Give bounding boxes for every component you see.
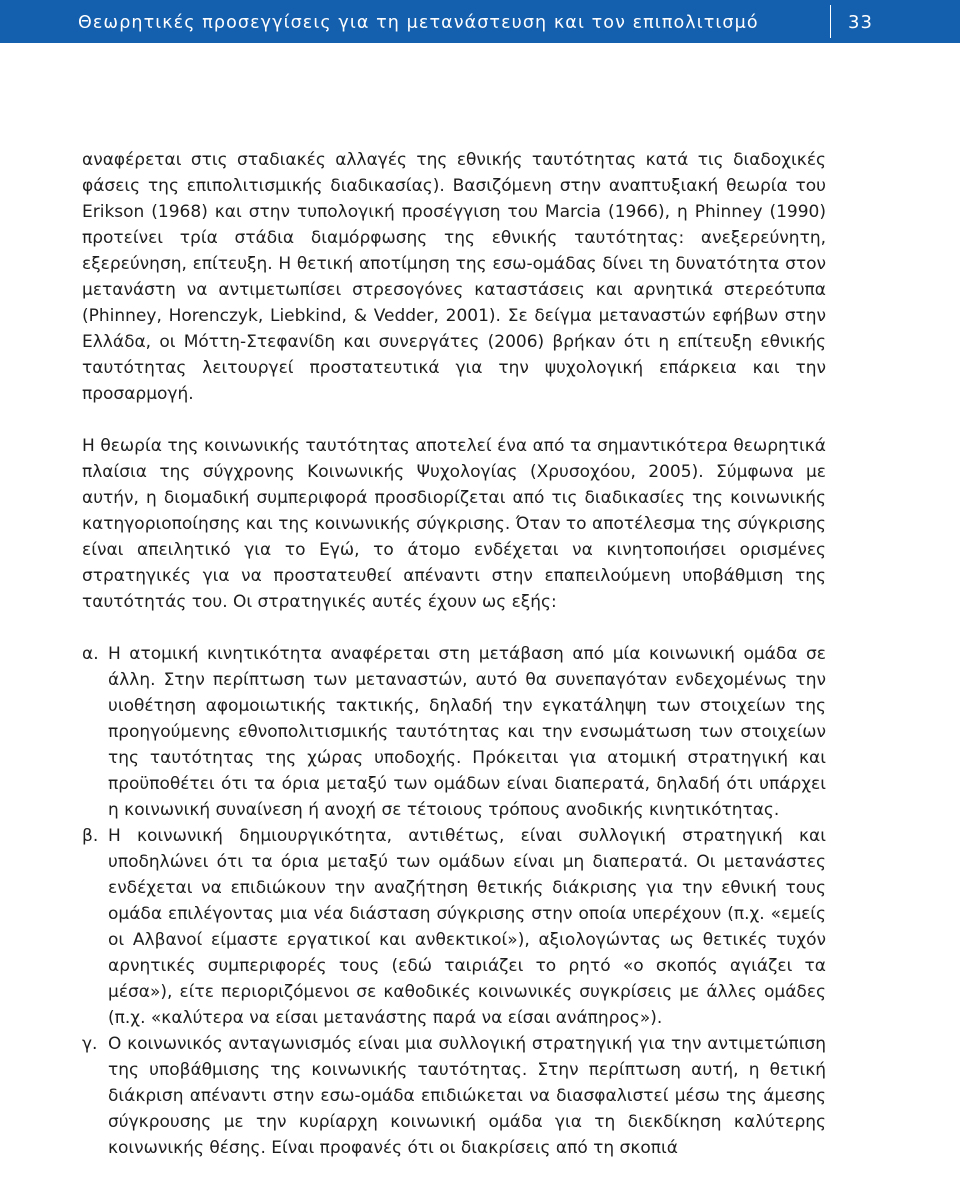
header-divider [830, 5, 831, 38]
body-paragraph-2: Η θεωρία της κοινωνικής ταυτότητας αποτελεί ένα από τα σημαντικότερα θεωρητικά πλαίσια της σύγχρονης Κοινωνικής Ψυχολογίας (Χρυσοχόου, 2005). Σύμφωνα με αυτήν, η διομαδική συμπεριφορά προσδιορίζεται από τις διαδικασίες της κοινωνικής κατηγοριοποίησης και της κοινωνικής σύγκρισης. Όταν το αποτέλεσμα της σύγκρισης είναι απειλητικό για το Εγώ, το άτομο ενδέχεται να κινητοποιήσει ορισμένες στρατηγικές για να προστατευθεί απέναντι στην επαπειλούμενη υποβάθμιση της ταυτότητάς του. Οι στρατηγικές αυτές έχουν ως εξής: [82, 436, 826, 612]
list-text-a: Η ατομική κινητικότητα αναφέρεται στη μετάβαση από μία κοινωνική ομάδα σε άλλη. Στην περίπτωση των μεταναστών, αυτό θα συνεπαγόταν ενδεχομένως την υιοθέτηση αφομοιωτικής τακτικής, δηλαδή την εγκατάληψη των στοιχείων της προηγούμενης εθνοπολιτισμικής ταυτότητας και την ενσωμάτωση των στοιχείων της ταυτότητας της χώρας υποδοχής. Πρόκειται για ατομική στρατηγική και προϋποθέτει ότι τα όρια μεταξύ των ομάδων είναι διαπερατά, δηλαδή ότι υπάρχει η κοινωνική συναίνεση ή ανοχή σε τέτοιους τρόπους ανοδικής κινητικότητας. [108, 644, 826, 820]
list-marker-a: α. [82, 644, 99, 664]
running-header [0, 0, 960, 43]
page-body [82, 147, 826, 1161]
running-header-title: Θεωρητικές προσεγγίσεις για τη μετανάστευση και τον επιπολιτισμό [78, 13, 759, 33]
strategy-list [82, 641, 826, 1161]
list-marker-c: γ. [82, 1034, 98, 1054]
list-text-b: Η κοινωνική δημιουργικότητα, αντιθέτως, είναι συλλογική στρατηγική και υποδηλώνει ότι τα όρια μεταξύ των ομάδων είναι μη διαπερατά. Οι μετανάστες ενδέχεται να επιδιώκουν την αναζήτηση θετικής διάκρισης για την εθνική τους ομάδα επιλέγοντας μια νέα διάσταση σύγκρισης στην οποία υπερέχουν (π.χ. «εμείς οι Αλβανοί είμαστε εργατικοί και ανθεκτικοί»), αξιολογώντας ως θετικές τυχόν αρνητικές συμπεριφορές τους (εδώ ταιριάζει το ρητό «ο σκοπός αγιάζει τα μέσα»), είτε περιοριζόμενοι σε καθοδικές κοινωνικές συγκρίσεις με άλλες ομάδες (π.χ. «καλύτερα να είσαι μετανάστης παρά να είσαι ανάπηρος»). [108, 826, 826, 1028]
list-marker-b: β. [82, 826, 99, 846]
list-item-b [82, 823, 826, 1031]
body-paragraph-1: αναφέρεται στις σταδιακές αλλαγές της εθνικής ταυτότητας κατά τις διαδοχικές φάσεις της επιπολιτισμικής διαδικασίας). Βασιζόμενη στην αναπτυξιακή θεωρία του Erikson (1968) και στην τυπολογική προσέγγιση του Marcia (1966), η Phinney (1990) προτείνει τρία στάδια διαμόρφωσης της εθνικής ταυτότητας: ανεξερεύνητη, εξερεύνηση, επίτευξη. Η θετική αποτίμηση της εσω-ομάδας δίνει τη δυνατότητα στον μετανάστη να αντιμετωπίσει στρεσογόνες καταστάσεις και αρνητικά στερεότυπα (Phinney, Horenczyk, Liebkind, & Vedder, 2001). Σε δείγμα μεταναστών εφήβων στην Ελλάδα, οι Μόττη-Στεφανίδη και συνεργάτες (2006) βρήκαν ότι η επίτευξη εθνικής ταυτότητας λειτουργεί προστατευτικά για την ψυχολογική επάρκεια και την προσαρμογή. [82, 150, 826, 404]
page-number: 33 [848, 12, 873, 33]
list-item-c [82, 1031, 826, 1161]
list-item-a [82, 641, 826, 823]
list-text-c: Ο κοινωνικός ανταγωνισμός είναι μια συλλογική στρατηγική για την αντιμετώπιση της υποβάθμισης της κοινωνικής ταυτότητας. Στην περίπτωση αυτή, η θετική διάκριση απέναντι στην εσω-ομάδα επιδιώκεται να διασφαλιστεί μέσω της άμεσης σύγκρουσης με την κυρίαρχη κοινωνική ομάδα για τη διεκδίκηση καλύτερης κοινωνικής θέσης. Είναι προφανές ότι οι διακρίσεις από τη σκοπιά [108, 1034, 826, 1158]
